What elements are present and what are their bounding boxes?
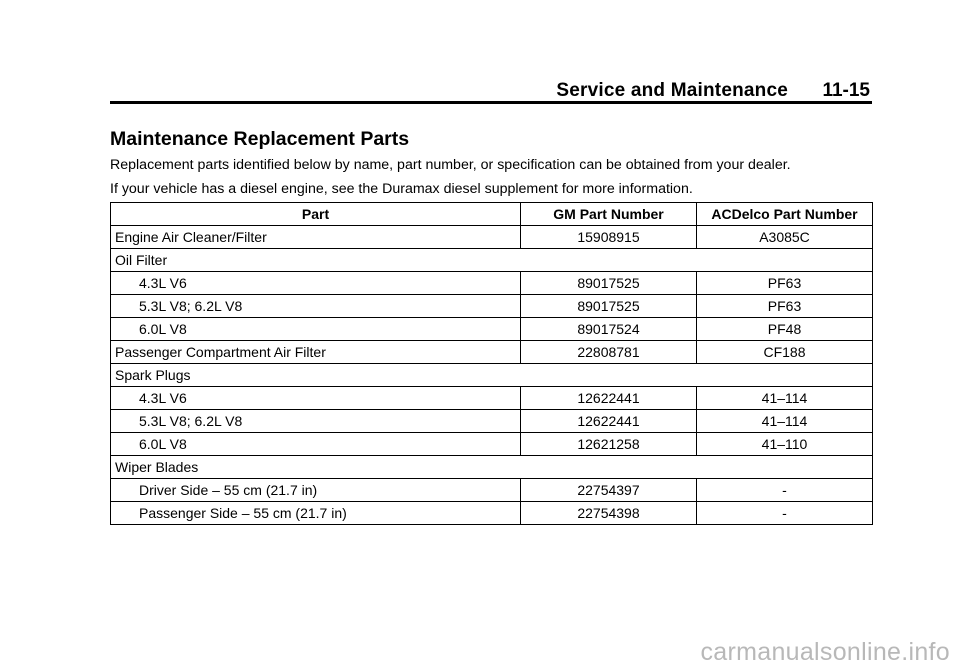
table-header-row	[111, 203, 873, 226]
table-row	[111, 272, 873, 295]
diesel-note-paragraph: If your vehicle has a diesel engine, see the Duramax diesel supplement for more information.	[110, 181, 693, 197]
acdelco-part-number: -	[697, 502, 873, 525]
part-name: Passenger Side – 55 cm (21.7 in)	[111, 502, 521, 525]
gm-part-number: 89017525	[521, 272, 697, 295]
table-row	[111, 479, 873, 502]
acdelco-part-number: PF63	[697, 295, 873, 318]
table-group-row	[111, 456, 873, 479]
page-number: 11-15	[822, 80, 870, 101]
part-name: 4.3L V6	[111, 387, 521, 410]
part-name: Engine Air Cleaner/Filter	[111, 226, 521, 249]
part-name: 4.3L V6	[111, 272, 521, 295]
table-group-row	[111, 249, 873, 272]
part-name: 6.0L V8	[111, 433, 521, 456]
intro-paragraph: Replacement parts identified below by name, part number, or specification can be obtained from your dealer.	[110, 157, 791, 173]
gm-part-number: 12621258	[521, 433, 697, 456]
gm-part-number: 12622441	[521, 387, 697, 410]
acdelco-part-number: A3085C	[697, 226, 873, 249]
page-title: Maintenance Replacement Parts	[110, 128, 410, 150]
column-header-part: Part	[111, 203, 521, 226]
gm-part-number: 12622441	[521, 410, 697, 433]
table-row	[111, 387, 873, 410]
table-row	[111, 318, 873, 341]
acdelco-part-number: -	[697, 479, 873, 502]
acdelco-part-number: 41–110	[697, 433, 873, 456]
part-name: Driver Side – 55 cm (21.7 in)	[111, 479, 521, 502]
acdelco-part-number: CF188	[697, 341, 873, 364]
part-group-name: Spark Plugs	[111, 364, 873, 387]
acdelco-part-number: PF63	[697, 272, 873, 295]
part-name: 6.0L V8	[111, 318, 521, 341]
gm-part-number: 22808781	[521, 341, 697, 364]
table-row	[111, 295, 873, 318]
part-group-name: Oil Filter	[111, 249, 873, 272]
acdelco-part-number: 41–114	[697, 387, 873, 410]
acdelco-part-number: PF48	[697, 318, 873, 341]
section-title: Service and Maintenance	[556, 80, 788, 101]
table-row	[111, 502, 873, 525]
replacement-parts-table	[110, 202, 873, 525]
page-header	[110, 80, 870, 102]
table-row	[111, 226, 873, 249]
table-row	[111, 410, 873, 433]
gm-part-number: 15908915	[521, 226, 697, 249]
gm-part-number: 22754397	[521, 479, 697, 502]
column-header-acdelco-part-number: ACDelco Part Number	[697, 203, 873, 226]
gm-part-number: 22754398	[521, 502, 697, 525]
part-group-name: Wiper Blades	[111, 456, 873, 479]
watermark: carmanualsonline.info	[700, 638, 950, 666]
column-header-gm-part-number: GM Part Number	[521, 203, 697, 226]
acdelco-part-number: 41–114	[697, 410, 873, 433]
table-group-row	[111, 364, 873, 387]
gm-part-number: 89017525	[521, 295, 697, 318]
gm-part-number: 89017524	[521, 318, 697, 341]
part-name: 5.3L V8; 6.2L V8	[111, 295, 521, 318]
table-row	[111, 433, 873, 456]
part-name: 5.3L V8; 6.2L V8	[111, 410, 521, 433]
table-row	[111, 341, 873, 364]
part-name: Passenger Compartment Air Filter	[111, 341, 521, 364]
header-divider	[110, 101, 872, 104]
